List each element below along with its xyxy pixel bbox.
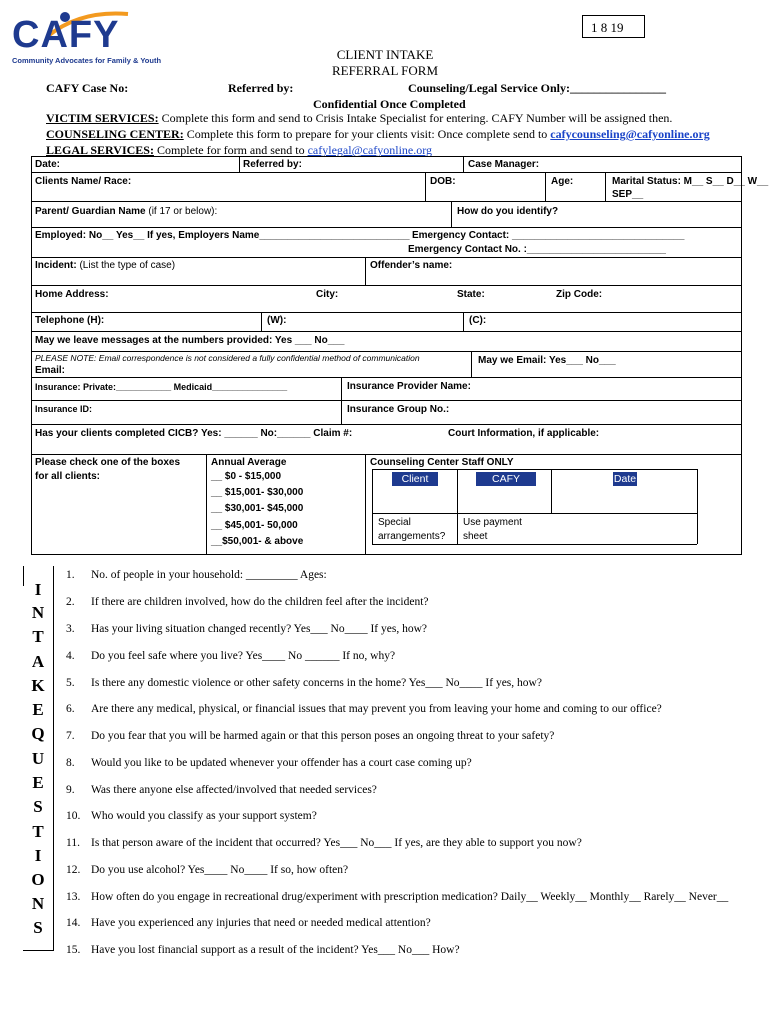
legal-email-link[interactable]: cafylegal@cafyonline.org (307, 143, 433, 157)
question-text[interactable]: Do you fear that you will be harmed again or that this person poses an ongoing threat to your safety? (91, 730, 555, 742)
logo-wordmark: CAFY (12, 14, 120, 56)
question-number: 7. (66, 730, 75, 742)
dob-field[interactable]: DOB: (430, 176, 456, 187)
telephone-h-field[interactable]: Telephone (H): (35, 315, 105, 326)
question-text[interactable]: Do you use alcohol? Yes____ No____ If so, how often? (91, 864, 349, 876)
parent-guardian-note: (if 17 or below): (145, 206, 218, 217)
check-label-1: Please check one of the boxes (35, 457, 181, 468)
emergency-contact-field[interactable]: Emergency Contact: _______________________________ (412, 230, 685, 241)
question-number: 1. (66, 569, 75, 581)
income-bracket-1[interactable]: __ $0 - $15,000 (211, 471, 282, 482)
zip-field[interactable]: Zip Code: (556, 289, 603, 300)
parent-guardian-field[interactable] (35, 206, 217, 217)
case-no-label: CAFY Case No: (46, 81, 129, 95)
annual-average-label: Annual Average (211, 457, 287, 468)
counseling-email-link[interactable]: cafycounseling@cafyonline.org (550, 127, 710, 141)
telephone-c-field[interactable]: (C): (469, 315, 487, 326)
incident-label: Incident: (35, 260, 77, 271)
side-letter: S (33, 797, 43, 816)
income-bracket-5[interactable]: __$50,001- & above (211, 536, 304, 547)
income-bracket-3[interactable]: __ $30,001- $45,000 (211, 503, 304, 514)
question-number: 9. (66, 784, 75, 796)
side-letter: N (31, 894, 45, 913)
side-letter: K (31, 676, 45, 695)
insurance-id-field[interactable]: Insurance ID: (35, 404, 93, 414)
question-text[interactable]: Are there any medical, physical, or financial issues that may prevent you from leaving your home and coming to our office? (91, 703, 662, 715)
side-letter: N (31, 603, 45, 622)
question-text[interactable]: Is that person aware of the incident that occurred? Yes___ No___ If yes, are they able to support you now? (91, 837, 582, 849)
side-letter: T (32, 822, 44, 841)
side-letter: E (32, 700, 44, 719)
date-field[interactable]: Date: (35, 159, 61, 170)
question-number: 12. (66, 864, 81, 876)
incident-note: (List the type of case) (76, 260, 176, 271)
date-header: Date (613, 473, 637, 485)
question-text[interactable]: How often do you engage in recreational drug/experiment with prescription medication? Daily__ Weekly__ Monthly__ Rarely__ Never__ (91, 891, 729, 903)
marital-status-sep[interactable]: SEP__ (612, 189, 644, 200)
instruction-counseling-text: Complete this form to prepare for your clients visit: Once complete send to (183, 127, 551, 141)
side-letter: A (31, 652, 45, 671)
how-identify-field[interactable]: How do you identify? (457, 206, 559, 217)
side-letter: E (32, 773, 44, 792)
question-number: 2. (66, 596, 75, 608)
home-address-field[interactable]: Home Address: (35, 289, 109, 300)
referred-by-field[interactable]: Referred by: (243, 159, 302, 170)
insurance-provider-field[interactable]: Insurance Provider Name: (347, 381, 471, 392)
question-text[interactable]: If there are children involved, how do the children feel after the incident? (91, 596, 429, 608)
question-text[interactable]: Do you feel safe where you live? Yes____ No ______ If no, why? (91, 650, 396, 662)
cafy-initials-header: CAFY Initials (476, 472, 536, 486)
side-letter: Q (31, 724, 45, 743)
question-text[interactable]: No. of people in your household: _________ Ages: (91, 569, 327, 581)
instruction-counseling-label: COUNSELING CENTER: (46, 127, 184, 141)
question-number: 5. (66, 677, 75, 689)
emergency-contact-no-field[interactable]: Emergency Contact No. :_________________________ (408, 244, 666, 255)
question-number: 11. (66, 837, 80, 849)
court-info-field[interactable]: Court Information, if applicable: (448, 428, 600, 439)
check-label-2: for all clients: (35, 471, 101, 482)
question-number: 13. (66, 891, 81, 903)
form-title-line2: REFERRAL FORM (331, 63, 439, 78)
instruction-legal-text: Complete for form and send to (153, 143, 308, 157)
logo-tagline: Community Advocates for Family & Youth (12, 56, 162, 65)
form-title-line1: CLIENT INTAKE (336, 47, 434, 62)
instruction-victim-label: VICTIM SERVICES: (46, 111, 159, 125)
parent-guardian-label: Parent/ Guardian Name (35, 206, 146, 217)
client-fee-header: Client Fee (392, 472, 438, 486)
use-payment-2: sheet (463, 531, 488, 542)
question-text[interactable]: Would you like to be updated whenever your offender has a court case coming up? (91, 757, 472, 769)
email-note: PLEASE NOTE: Email correspondence is not considered a fully confidential method of communication (35, 353, 420, 363)
referred-by-header-label: Referred by: (228, 81, 294, 95)
side-letter: S (33, 918, 43, 937)
question-number: 3. (66, 623, 75, 635)
marital-status-field[interactable]: Marital Status: M__ S__ D__ W__ (612, 176, 769, 187)
form-number: 1 8 19 (591, 20, 624, 35)
side-letter: T (32, 627, 44, 646)
insurance-group-field[interactable]: Insurance Group No.: (347, 404, 450, 415)
counseling-legal-label: Counseling/Legal Service Only:________________ (408, 81, 666, 95)
leave-messages-field[interactable]: May we leave messages at the numbers provided: Yes ___ No___ (35, 335, 345, 346)
employed-field[interactable]: Employed: No__ Yes__ If yes, Employers Name___________________________ (35, 230, 410, 241)
question-number: 10. (66, 810, 81, 822)
may-email-field[interactable]: May we Email: Yes___ No___ (478, 355, 616, 366)
telephone-w-field[interactable]: (W): (267, 315, 287, 326)
side-letter: U (31, 749, 45, 768)
side-letter: I (34, 580, 42, 599)
income-bracket-2[interactable]: __ $15,001- $30,000 (211, 487, 304, 498)
question-number: 6. (66, 703, 75, 715)
question-text[interactable]: Who would you classify as your support system? (91, 810, 317, 822)
question-number: 4. (66, 650, 75, 662)
state-field[interactable]: State: (457, 289, 485, 300)
offenders-name-field[interactable]: Offender’s name: (370, 260, 453, 271)
side-letter: O (31, 870, 45, 889)
staff-only-title: Counseling Center Staff ONLY (370, 457, 514, 468)
instruction-counseling (46, 127, 710, 142)
side-letter: I (34, 846, 42, 865)
question-text[interactable]: Has your living situation changed recently? Yes___ No____ If yes, how? (91, 623, 427, 635)
confidential-note: Confidential Once Completed (313, 97, 466, 111)
cafy-logo (10, 6, 170, 68)
age-field[interactable]: Age: (551, 176, 574, 187)
special-arrangements-1: Special (378, 517, 411, 528)
case-manager-field[interactable]: Case Manager: (468, 159, 540, 170)
email-field[interactable]: Email: (35, 365, 66, 376)
special-arrangements-2: arrangements? (378, 531, 446, 542)
instruction-victim (46, 111, 672, 126)
instruction-victim-text: Complete this form and send to Crisis Intake Specialist for entering. CAFY Number will be assigned then. (158, 111, 673, 125)
clients-name-race-field[interactable]: Clients Name/ Race: (35, 176, 132, 187)
incident-field[interactable] (35, 260, 175, 271)
question-text[interactable]: Have you experienced any injuries that need or needed medical attention? (91, 917, 431, 929)
income-bracket-4[interactable]: __ $45,001- 50,000 (211, 520, 298, 531)
question-text[interactable]: Have you lost financial support as a result of the incident? Yes___ No___ How? (91, 944, 460, 956)
instruction-legal-label: LEGAL SERVICES: (46, 143, 154, 157)
question-text[interactable]: Was there anyone else affected/involved that needed services? (91, 784, 377, 796)
insurance-private-field[interactable]: Insurance: Private:___________ Medicaid_______________ (35, 382, 288, 392)
use-payment-1: Use payment (463, 517, 522, 528)
cicb-field[interactable]: Has your clients completed CICB? Yes: ______ No:______ Claim #: (35, 428, 353, 439)
question-number: 14. (66, 917, 81, 929)
form-title (300, 47, 470, 79)
city-field[interactable]: City: (316, 289, 339, 300)
question-number: 15. (66, 944, 81, 956)
question-number: 8. (66, 757, 75, 769)
question-text[interactable]: Is there any domestic violence or other safety concerns in the home? Yes___ No____ If yes, how? (91, 677, 542, 689)
